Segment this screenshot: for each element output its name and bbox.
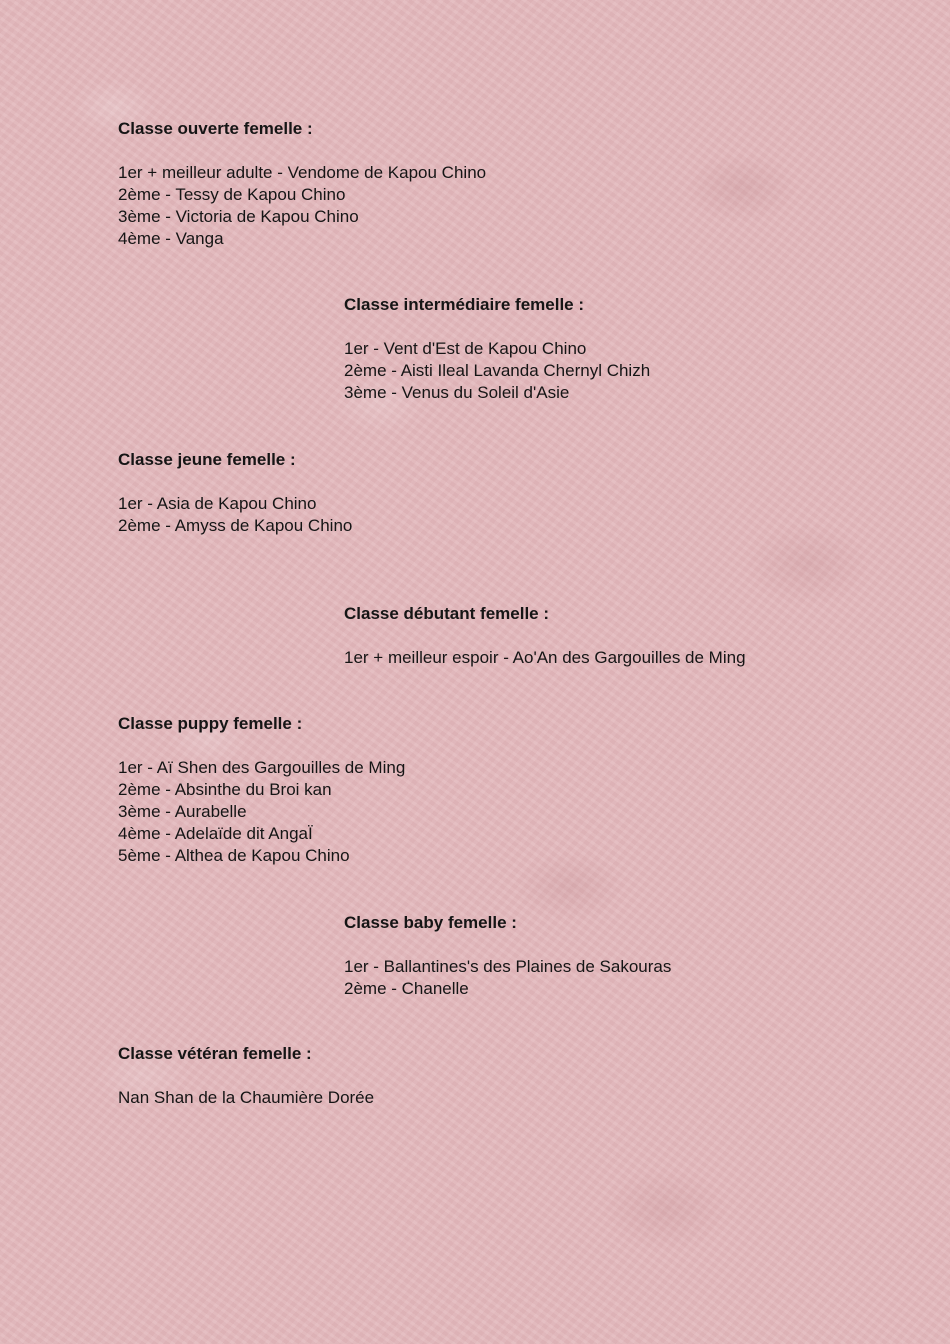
section-heading: Classe ouverte femelle : <box>118 119 313 138</box>
section-heading: Classe baby femelle : <box>344 913 517 932</box>
result-entry: 2ème - Aisti Ileal Lavanda Chernyl Chizh <box>344 361 651 380</box>
result-entry: 2ème - Absinthe du Broi kan <box>118 780 332 799</box>
result-entry: 4ème - Vanga <box>118 229 224 248</box>
result-entry: 1er + meilleur adulte - Vendome de Kapou Chino <box>118 163 487 182</box>
result-entry: 1er - Aï Shen des Gargouilles de Ming <box>118 758 406 777</box>
result-entry: 2ème - Amyss de Kapou Chino <box>118 516 353 535</box>
result-entry: 2ème - Tessy de Kapou Chino <box>118 185 346 204</box>
section-classe-puppy <box>118 713 405 867</box>
result-entry: 1er - Vent d'Est de Kapou Chino <box>344 339 587 358</box>
section-classe-veteran <box>118 1043 374 1109</box>
result-entry: 1er - Ballantines's des Plaines de Sakouras <box>344 957 672 976</box>
section-heading: Classe intermédiaire femelle : <box>344 295 585 314</box>
section-classe-baby <box>344 912 671 1000</box>
result-entry: 4ème - Adelaïde dit AngaÏ <box>118 824 313 843</box>
result-entry: 2ème - Chanelle <box>344 979 469 998</box>
section-classe-jeune <box>118 449 352 537</box>
result-entry: 5ème - Althea de Kapou Chino <box>118 846 350 865</box>
section-heading: Classe débutant femelle : <box>344 604 550 623</box>
result-entry: 1er + meilleur espoir - Ao'An des Gargouilles de Ming <box>344 648 746 667</box>
section-heading: Classe vétéran femelle : <box>118 1044 312 1063</box>
result-entry: 3ème - Victoria de Kapou Chino <box>118 207 359 226</box>
section-classe-debutant <box>344 603 746 669</box>
result-entry: 3ème - Aurabelle <box>118 802 247 821</box>
result-entry: Nan Shan de la Chaumière Dorée <box>118 1088 375 1107</box>
section-classe-intermediaire <box>344 294 650 404</box>
result-entry: 1er - Asia de Kapou Chino <box>118 494 317 513</box>
section-classe-ouverte <box>118 118 486 250</box>
section-heading: Classe jeune femelle : <box>118 450 296 469</box>
result-entry: 3ème - Venus du Soleil d'Asie <box>344 383 570 402</box>
section-heading: Classe puppy femelle : <box>118 714 303 733</box>
